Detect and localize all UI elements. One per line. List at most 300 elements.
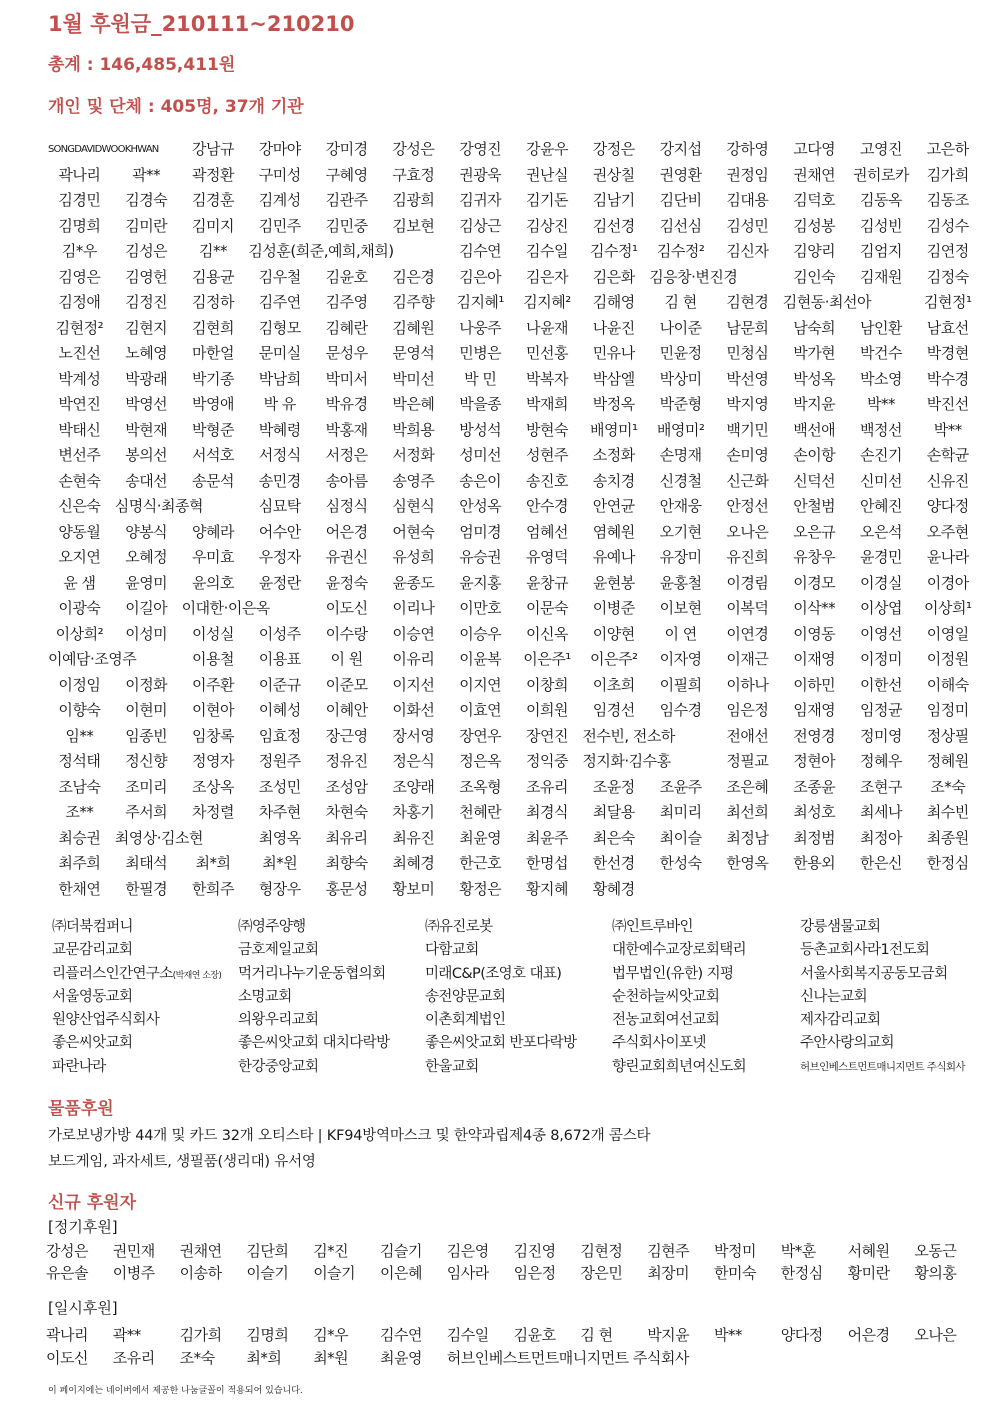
donor-name: 문미실: [258, 344, 301, 362]
donor-name: 김남기: [592, 191, 635, 209]
donor-name: 박소영: [860, 369, 902, 388]
donor-name: 이리나: [392, 599, 435, 617]
donor-name: 송아름: [325, 471, 368, 490]
donor-name: 강미경: [325, 140, 368, 158]
donor-name: 이하나: [726, 675, 769, 694]
donor-name: 이승연: [392, 624, 435, 643]
donor-name: 김정진: [125, 293, 168, 311]
donor-name: 이지연: [459, 675, 502, 694]
donor-name: 이현미: [125, 701, 168, 719]
donor-name: 박정옥: [592, 395, 635, 413]
donor-name: 김보현: [392, 216, 435, 235]
donor-name: 이하민: [793, 675, 836, 694]
organization-label: 강릉샘물교회: [800, 919, 881, 935]
donor-name: 한영옥: [726, 854, 769, 872]
organization-name: [612, 916, 693, 939]
new-donor-name: 서혜원: [847, 1242, 890, 1260]
organization-name: [52, 1056, 106, 1079]
donor-name: 강성은: [392, 140, 435, 158]
organization-name: [612, 963, 733, 986]
new-donor-name: 박정미: [714, 1242, 756, 1260]
donor-name: 백기민: [726, 420, 769, 439]
donor-row: [46, 443, 976, 469]
new-donor-name: 이송하: [179, 1264, 222, 1282]
new-donor-name: 오나은: [914, 1326, 957, 1344]
donor-name: 손진기: [860, 446, 902, 464]
donor-row: [46, 239, 976, 265]
donor-name: 박기종: [192, 369, 234, 388]
donor-name: 김성수: [926, 216, 969, 235]
donor-name: 노진선: [58, 344, 101, 362]
new-donor-name: 한미숙: [714, 1264, 756, 1282]
donor-name: 최영옥: [258, 828, 301, 847]
new-donor-name: 임은정: [513, 1264, 556, 1282]
donor-name: 박홍재: [325, 420, 368, 439]
donor-name: 강정은: [592, 140, 635, 158]
donor-name: 박삼엘: [592, 369, 635, 388]
donor-name: 형장우: [258, 879, 301, 898]
donor-name: 김주영: [325, 293, 368, 311]
donor-name: 오기현: [659, 522, 702, 541]
donor-name: 전애선: [726, 726, 769, 745]
donor-name: 심명식·최종혁: [114, 497, 204, 515]
donor-name: 권상칠: [592, 165, 635, 184]
organization-label: 미래C&P(조영호 대표): [425, 965, 562, 982]
new-donor-name: 권채연: [179, 1242, 222, 1260]
new-donor-name: 박지윤: [647, 1326, 690, 1344]
donor-row: [46, 418, 976, 444]
donor-name: 이상희²: [55, 624, 104, 643]
donor-name: 김상진: [526, 216, 568, 235]
donor-name: 이영동: [793, 624, 836, 643]
donor-name: 유창우: [793, 548, 836, 566]
new-donor-name: 이슬기: [246, 1264, 289, 1282]
donor-name: 김현정¹: [924, 293, 972, 311]
donor-name: 김계성: [258, 191, 301, 209]
new-donor-name: 어은경: [847, 1326, 890, 1344]
donor-name: 윤창규: [526, 573, 568, 592]
new-donor-name: 오동근: [914, 1242, 957, 1260]
donor-name: 차주현: [258, 803, 301, 821]
donor-name: 문영석: [392, 344, 435, 362]
new-donor-name: 최*희: [246, 1349, 282, 1367]
donor-name: 박형준: [192, 420, 234, 439]
donor-name: 윤정숙: [325, 573, 368, 592]
donor-name: 송치경: [592, 471, 635, 490]
goods-section-title: 물품후원: [48, 1099, 114, 1119]
donor-name: 김대용: [726, 191, 769, 209]
donor-name: 이자영: [659, 650, 702, 668]
donor-name: 장서영: [392, 726, 435, 745]
donor-name: 이준모: [325, 675, 368, 694]
organization-name: [238, 916, 306, 939]
new-donor-row: [46, 1324, 976, 1346]
donor-name: 이성미: [125, 624, 168, 643]
donor-name: 김단비: [659, 191, 702, 209]
donor-name: 나윤재: [526, 318, 568, 337]
donor-name: 최*원: [262, 854, 298, 872]
organization-note: (박재연 소장): [172, 970, 222, 981]
donor-name: 이준규: [258, 675, 301, 694]
donor-name: 조유리: [526, 777, 568, 796]
donor-name: 전영경: [793, 726, 836, 745]
donor-name: 박복자: [526, 369, 568, 388]
donor-name: 정상필: [926, 726, 969, 745]
donor-name: 김경훈: [192, 191, 234, 209]
donor-row: [46, 163, 976, 189]
donor-name: 이재근: [726, 650, 769, 668]
new-donor-name: 최*원: [313, 1349, 349, 1367]
organization-name: [52, 986, 132, 1009]
donor-name: 정석태: [58, 752, 101, 770]
donor-name: 한희주: [192, 879, 234, 898]
donor-name: 송영주: [392, 471, 435, 490]
donor-row: [46, 316, 976, 342]
donor-name: 이성실: [192, 624, 234, 643]
donor-name: 서석호: [192, 446, 234, 464]
donor-name: 마한얼: [192, 344, 234, 362]
new-donor-name: 박**: [714, 1326, 742, 1344]
donor-name: 장연진: [526, 726, 568, 745]
organization-row: [52, 916, 982, 939]
donor-name: 김민중: [325, 216, 368, 235]
donor-name: 오지연: [58, 548, 101, 566]
donor-name: 김용균: [192, 267, 234, 286]
new-donor-name: 장은민: [580, 1264, 623, 1282]
organization-label: 서울영동교회: [52, 988, 133, 1005]
organization-name: [425, 939, 479, 962]
donor-name: 안정선: [726, 497, 769, 515]
donor-name: 남문희: [726, 318, 769, 337]
donor-row: [46, 265, 976, 291]
donor-name: 이병준: [592, 599, 635, 617]
donor-name: 김현경: [726, 293, 769, 311]
donor-name: 김영은: [58, 267, 101, 286]
new-donor-name: 김은영: [446, 1242, 489, 1260]
donor-name: 곽정환: [192, 165, 234, 184]
donor-name: 서정은: [325, 446, 368, 464]
donor-name: 정지화·김수홍: [582, 752, 671, 770]
donor-name: 최정남: [726, 828, 769, 847]
donor-name: 양봉식: [125, 522, 168, 541]
organization-label: 등촌교회사라1전도회: [800, 942, 930, 959]
organization-name: [800, 1032, 894, 1055]
donor-name: 김현동·최선아: [782, 293, 872, 311]
donor-name: 남효선: [926, 318, 969, 337]
donor-name: 신은숙: [58, 497, 101, 515]
donor-row: [46, 622, 976, 648]
donor-name: 김덕호: [793, 191, 836, 209]
donor-name: 김기돈: [526, 191, 568, 209]
new-donor-name: 김*진: [313, 1242, 349, 1260]
donor-name: 최승권: [58, 828, 101, 847]
donor-name: 김혜란: [325, 318, 368, 337]
donor-name: 구미성: [258, 165, 301, 184]
footnote: 이 페이지에는 네이버에서 제공한 나눔글꼴이 적용되어 있습니다.: [48, 1386, 303, 1396]
donor-name: 송문석: [192, 471, 234, 490]
organization-label: 좋은씨앗교회 대치다락방: [238, 1035, 390, 1052]
donor-name: 안철범: [793, 497, 836, 515]
donor-name: 김정숙: [926, 267, 969, 286]
donor-row: [46, 724, 976, 750]
donor-name: 안수경: [526, 497, 568, 515]
donor-name: 손이항: [793, 446, 836, 464]
donor-name: 이주환: [192, 675, 234, 694]
donor-name: 임정균: [860, 701, 902, 719]
donor-name: 박경현: [926, 344, 969, 362]
donor-name: 강영진: [459, 140, 502, 158]
donor-name: 최영상·김소현: [114, 828, 204, 847]
donor-name: 김 현: [664, 293, 697, 311]
donor-name: 한성숙: [659, 854, 702, 872]
donor-name: 윤 샘: [63, 573, 96, 592]
organization-name: [52, 939, 132, 962]
new-donor-name: 최장미: [647, 1264, 690, 1282]
organization-name: [238, 1056, 318, 1079]
donor-name: 최성호: [793, 803, 836, 821]
donor-name: 신덕선: [793, 471, 836, 490]
organization-label: 순천하늘씨앗교회: [612, 988, 720, 1005]
donor-name: 민유나: [592, 344, 635, 362]
donor-name: 윤지홍: [459, 573, 502, 592]
donor-name: 이영선: [860, 624, 902, 643]
donor-name: 유성희: [392, 548, 435, 566]
donor-name: 박성옥: [793, 369, 836, 388]
donor-name: 윤현봉: [592, 573, 635, 592]
donor-name: 김현희: [192, 318, 234, 337]
donor-name: 강마야: [258, 140, 301, 158]
donor-name: 유예나: [592, 548, 635, 566]
donor-name: 김명희: [58, 216, 101, 235]
donor-name: 박 민: [464, 369, 497, 388]
donor-name: 최윤주: [526, 828, 568, 847]
organization-label: 파란나라: [52, 1058, 106, 1075]
donor-name: 황보미: [392, 879, 435, 898]
donor-name: 한근호: [459, 854, 502, 872]
donor-name: 이정원: [926, 650, 969, 668]
donor-name: 성현주: [526, 446, 568, 464]
donor-name: 조현구: [860, 777, 902, 796]
donor-name: 고영진: [860, 140, 902, 158]
donor-name: 정혜원: [926, 752, 969, 770]
donor-name: 윤종도: [392, 573, 435, 592]
donor-name: SONGDAVIDWOOKHWAN: [48, 144, 159, 155]
donor-name: 박재희: [526, 395, 568, 413]
organization-name: [52, 1032, 132, 1055]
organization-label: 허브인베스트먼트매니지먼트 주식회사: [800, 1060, 965, 1073]
donor-name: 송대선: [125, 471, 168, 490]
donor-name: 조윤주: [659, 777, 702, 796]
donor-name: 신미선: [860, 471, 902, 490]
donor-name: 김민주: [258, 216, 301, 235]
donor-name: 한정심: [926, 854, 969, 872]
donor-name: 이화선: [392, 701, 435, 719]
goods-line: 보드게임, 과자세트, 생필품(생리대) 유서영: [48, 1154, 316, 1170]
donor-name: 이정미: [860, 650, 902, 668]
donor-row: [46, 775, 976, 801]
donor-row: [46, 647, 976, 673]
organization-name: [425, 963, 561, 986]
donor-name: 최태석: [125, 854, 168, 872]
donor-name: 김성훈(희준,예희,채희): [248, 242, 394, 260]
donor-name: 구효정: [392, 165, 435, 184]
donor-name: 이혜안: [325, 701, 368, 719]
organization-label: 금호제일교회: [238, 942, 319, 959]
donor-name: 구혜영: [325, 165, 368, 184]
donor-name: 안성옥: [459, 497, 502, 515]
donor-name: 조**: [65, 803, 94, 821]
donor-name: 김광희: [392, 191, 435, 209]
donor-name: 서정식: [258, 446, 301, 464]
donor-name: 방현숙: [526, 420, 568, 439]
donor-name: 김은화: [592, 267, 635, 286]
new-donor-name: 김현정: [580, 1242, 623, 1260]
donor-name: 오은규: [793, 522, 836, 541]
donor-name: 임재영: [793, 701, 836, 719]
donor-name: 신경철: [659, 471, 702, 490]
donor-name: 조상옥: [192, 777, 234, 796]
new-donor-name: 한정심: [780, 1264, 823, 1282]
donor-name: 이길아: [125, 599, 168, 617]
donor-name: 이수랑: [325, 624, 368, 643]
donor-name: 박가현: [793, 344, 836, 362]
donor-name: 최향숙: [325, 854, 368, 872]
new-donor-name: 강성은: [46, 1242, 88, 1260]
donor-name: 이성주: [258, 624, 301, 643]
donor-name: 김은아: [459, 267, 502, 286]
organization-label: 전농교회여선교회: [612, 1012, 720, 1029]
donor-name: 김재원: [860, 267, 902, 286]
donor-name: 조은혜: [726, 777, 769, 796]
donor-name: 조옥형: [459, 777, 502, 796]
donor-name: 윤의호: [192, 573, 234, 592]
donor-name: 이대한·이은옥: [181, 599, 270, 617]
donor-name: 조*숙: [930, 777, 966, 796]
organization-label: ㈜영주양행: [238, 919, 306, 935]
donor-name: 김윤호: [325, 267, 368, 286]
organization-name: [800, 1056, 965, 1079]
donor-row: [46, 290, 976, 316]
new-donor-name: 이병주: [112, 1264, 155, 1282]
donor-name: 임효정: [258, 726, 301, 745]
organization-label: 리플러스인간연구소: [52, 965, 173, 982]
donor-name: 민청심: [726, 344, 769, 362]
donor-row: [46, 188, 976, 214]
donor-name: 이초희: [592, 675, 635, 694]
donor-name: 신근화: [726, 471, 769, 490]
donor-name: 박혜령: [258, 420, 301, 439]
organization-label: 좋은씨앗교회: [52, 1035, 133, 1052]
donor-name: 정은식: [392, 752, 435, 770]
donor-name: 배영미¹: [590, 420, 638, 439]
donor-name: 박지윤: [793, 395, 836, 413]
donor-name: 성미선: [459, 446, 502, 464]
donor-name: 이양현: [592, 624, 635, 643]
donor-name: 손학균: [926, 446, 969, 464]
donor-row: [46, 826, 976, 852]
donor-name: 배영미²: [656, 420, 705, 439]
donor-name: 김응창·변진경: [649, 267, 738, 286]
organization-name: [425, 1056, 479, 1079]
donor-name: 윤나라: [926, 548, 969, 566]
donor-row: [46, 698, 976, 724]
donor-name: 김선경: [592, 216, 635, 235]
new-donor-name: 김슬기: [380, 1242, 422, 1260]
donor-name: 최주희: [58, 854, 101, 872]
donor-name: 오나은: [726, 522, 769, 541]
donor-name: 강하영: [726, 140, 769, 158]
donor-name: 정유진: [325, 752, 368, 770]
donor-name: 서정화: [392, 446, 435, 464]
donor-name: 김혜원: [392, 318, 435, 337]
donor-name: 이유리: [392, 650, 435, 668]
donor-name: 나이준: [659, 318, 702, 337]
donor-name: 이혜성: [258, 701, 301, 719]
donor-name: 나웅주: [459, 318, 502, 337]
organization-row: [52, 939, 982, 962]
new-donor-name: 이슬기: [313, 1264, 356, 1282]
donor-name: 김미란: [125, 216, 168, 235]
donor-name: 손현숙: [58, 471, 101, 490]
donor-name: 김성봉: [793, 216, 836, 235]
donor-counts: 개인 및 단체 : 405명, 37개 기관: [48, 97, 304, 117]
donor-name: 강윤우: [526, 140, 568, 158]
organization-row: [52, 986, 982, 1009]
new-donor-name: 임사라: [446, 1264, 489, 1282]
organization-label: 의왕우리교회: [238, 1012, 319, 1029]
new-donor-name: 허브인베스트먼트매니지먼트 주식회사: [446, 1349, 689, 1367]
organization-name: [800, 963, 947, 986]
donor-name: 이영일: [926, 624, 969, 643]
donor-row: [46, 877, 976, 903]
donor-name: 유승권: [459, 548, 502, 566]
donor-name: 이희원: [526, 701, 568, 719]
donor-name: 김수정¹: [590, 242, 638, 260]
page-title: 1월 후원금_210111~210210: [48, 12, 355, 36]
donor-name: 정혜우: [860, 752, 902, 770]
donor-name: 엄미경: [459, 522, 502, 541]
organization-label: 법무법인(유한) 지평: [612, 965, 734, 982]
organization-label: ㈜유진로봇: [425, 919, 493, 935]
donor-name: 장연우: [459, 726, 502, 745]
new-donor-name: 박*훈: [780, 1242, 816, 1260]
donor-name: 최혜경: [392, 854, 435, 872]
onetime-label: [일시후원]: [48, 1299, 118, 1317]
donor-name: 양혜라: [192, 522, 234, 541]
donor-list: [46, 137, 976, 902]
organization-name: [238, 1032, 390, 1055]
donor-name: 임종빈: [125, 726, 168, 745]
donor-name: 황혜경: [592, 879, 635, 898]
donor-name: 이정화: [125, 675, 168, 694]
donor-row: [46, 137, 976, 163]
donor-row: [46, 851, 976, 877]
donor-name: 이연경: [726, 624, 769, 643]
donor-row: [46, 392, 976, 418]
donor-name: 김수연: [459, 242, 502, 260]
new-donors-title: 신규 후원자: [48, 1193, 137, 1213]
donor-name: 김**: [198, 242, 227, 260]
donor-name: 이경아: [926, 573, 969, 592]
donor-name: 조양래: [392, 777, 435, 796]
donor-name: 김수정²: [656, 242, 705, 260]
new-donor-name: 유은솔: [46, 1264, 88, 1282]
new-donor-name: 김진영: [513, 1242, 556, 1260]
donor-name: 유진희: [726, 548, 769, 566]
organization-name: [425, 916, 493, 939]
donor-name: 장근영: [325, 726, 368, 745]
donor-name: 박남희: [258, 369, 301, 388]
